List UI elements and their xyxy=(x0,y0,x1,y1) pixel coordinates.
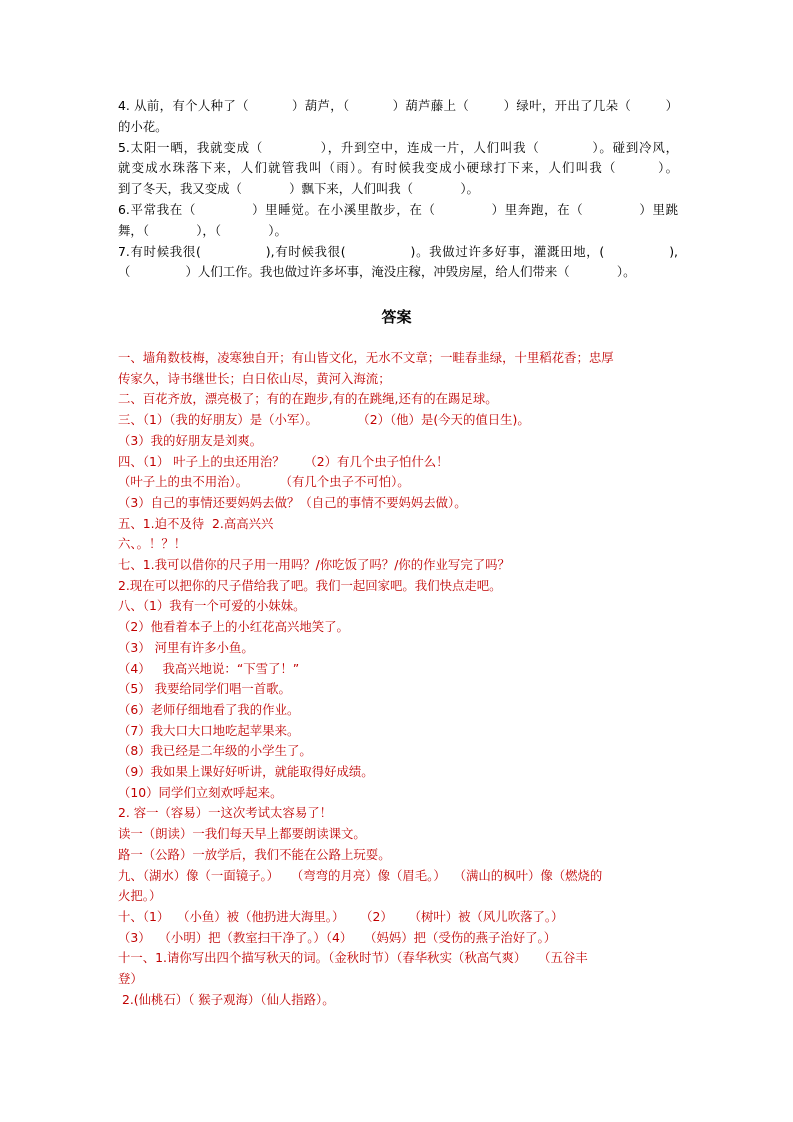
answer-line: 八、（1）我有一个可爱的小妹妹。 xyxy=(118,598,306,614)
answer-line: （3）我的好朋友是刘爽。 xyxy=(118,432,263,448)
question-line: 4. 从前，有个人种了（ ）葫芦，（ ）葫芦藤上（ ）绿叶，开出了几朵（ ） xyxy=(118,98,678,113)
answer-line: 七、1.我可以借你的尺子用一用吗？/你吃饭了吗？/你的作业写完了吗？ xyxy=(118,557,510,573)
question-section xyxy=(118,96,678,283)
question-line: 舞，（ ），（ ）。 xyxy=(118,222,287,238)
question-line: 6.平常我在（ ）里睡觉。在小溪里散步，在（ ）里奔跑，在（ ）里跳 xyxy=(118,201,678,217)
answer-line: （2）他看着本子上的小红花高兴地笑了。 xyxy=(118,619,349,635)
answer-line: 十一、1.请你写出四个描写秋天的词。（金秋时节）（春华秋实（秋高气爽） （五谷丰 xyxy=(118,950,588,966)
answer-line: 六、。！？！ xyxy=(118,536,187,552)
answer-line: （叶子上的虫不用治）。 （有几个虫子不可怕）。 xyxy=(118,474,410,490)
answer-line: 2.现在可以把你的尺子借给我了吧。我们一起回家吧。我们快点走吧。 xyxy=(118,577,502,593)
answer-line: 2. 容一（容易）一这次考试太容易了！ xyxy=(118,805,333,821)
answer-line: （3） （小明）把（教室扫干净了。）（4） （妈妈）把（受伤的燕子治好了。） xyxy=(118,929,557,945)
question-line: 7.有时候我很( ),有时候我很( )。我做过许多好事，灌溉田地，( ), xyxy=(118,243,678,259)
answer-line: （7）我大口大口地吃起苹果来。 xyxy=(118,722,300,738)
answer-line: 二、百花齐放，漂亮极了；有的在跑步,有的在跳绳,还有的在踢足球。 xyxy=(118,391,498,407)
answer-line: （4） 我高兴地说：“下雪了！” xyxy=(118,660,300,676)
answer-line: 三、（1）（我的好朋友）是（小军）。 （2）（他）是(今天的值日生)。 xyxy=(118,412,530,428)
answer-line: 2.(仙桃石）（ 猴子观海）（仙人指路）。 xyxy=(118,991,335,1007)
answer-line: （10）同学们立刻欢呼起来。 xyxy=(118,784,283,800)
question-line: 5.太阳一晒，我就变成（ ），升到空中，连成一片，人们叫我（ ）。碰到冷风， xyxy=(118,139,678,155)
answer-line: 登） xyxy=(118,971,143,987)
answer-line: 四、（1） 叶子上的虫还用治？ （2）有几个虫子怕什么！ xyxy=(118,453,449,469)
answers-title: 答案 xyxy=(381,308,412,326)
answer-line: 五、1.迫不及待 2.高高兴兴 xyxy=(118,515,274,531)
answer-line: （3） 河里有许多小鱼。 xyxy=(118,639,254,655)
question-line: 就变成水珠落下来，人们就管我叫（雨）。有时候我变成小硬球打下来，人们叫我（ ）。 xyxy=(118,160,678,176)
answer-line: （5） 我要给同学们唱一首歌。 xyxy=(118,681,291,697)
answer-line: （8）我已经是二年级的小学生了。 xyxy=(118,743,312,759)
answer-line: （6）老师仔细地看了我的作业。 xyxy=(118,701,300,717)
answer-line: 读一（朗读）一我们每天早上都要朗读课文。 xyxy=(118,826,366,842)
question-line: 到了冬天，我又变成（ ）飘下来，人们叫我（ ）。 xyxy=(118,181,479,197)
answer-line: 九、（湖水）像（一面镜子。） （弯弯的月亮）像（眉毛。） （满山的枫叶）像（燃烧的 xyxy=(118,867,603,883)
answer-line: 一、墙角数枝梅，凌寒独自开；有山皆文化，无水不文章；一畦春韭绿，十里稻花香；忠厚 xyxy=(118,350,614,365)
answer-line: （3）自己的事情还要妈妈去做？（自己的事情不要妈妈去做）。 xyxy=(118,494,467,510)
question-line: （ ）人们工作。我也做过许多坏事，淹没庄稼，冲毁房屋，给人们带来（ ）。 xyxy=(118,264,636,280)
answer-section xyxy=(118,348,678,1011)
answer-line: 十、（1） （小鱼）被（他扔进大海里。） （2） （树叶）被（风儿吹落了。） xyxy=(118,908,564,924)
answer-line: 路一（公路）一放学后，我们不能在公路上玩耍。 xyxy=(118,846,391,862)
question-line: 的小花。 xyxy=(118,118,168,134)
answer-line: 火把。） xyxy=(118,888,162,904)
answer-line: 传家久，诗书继世长；白日依山尽，黄河入海流； xyxy=(118,370,391,386)
answer-line: （9）我如果上课好好听讲，就能取得好成绩。 xyxy=(118,764,374,780)
